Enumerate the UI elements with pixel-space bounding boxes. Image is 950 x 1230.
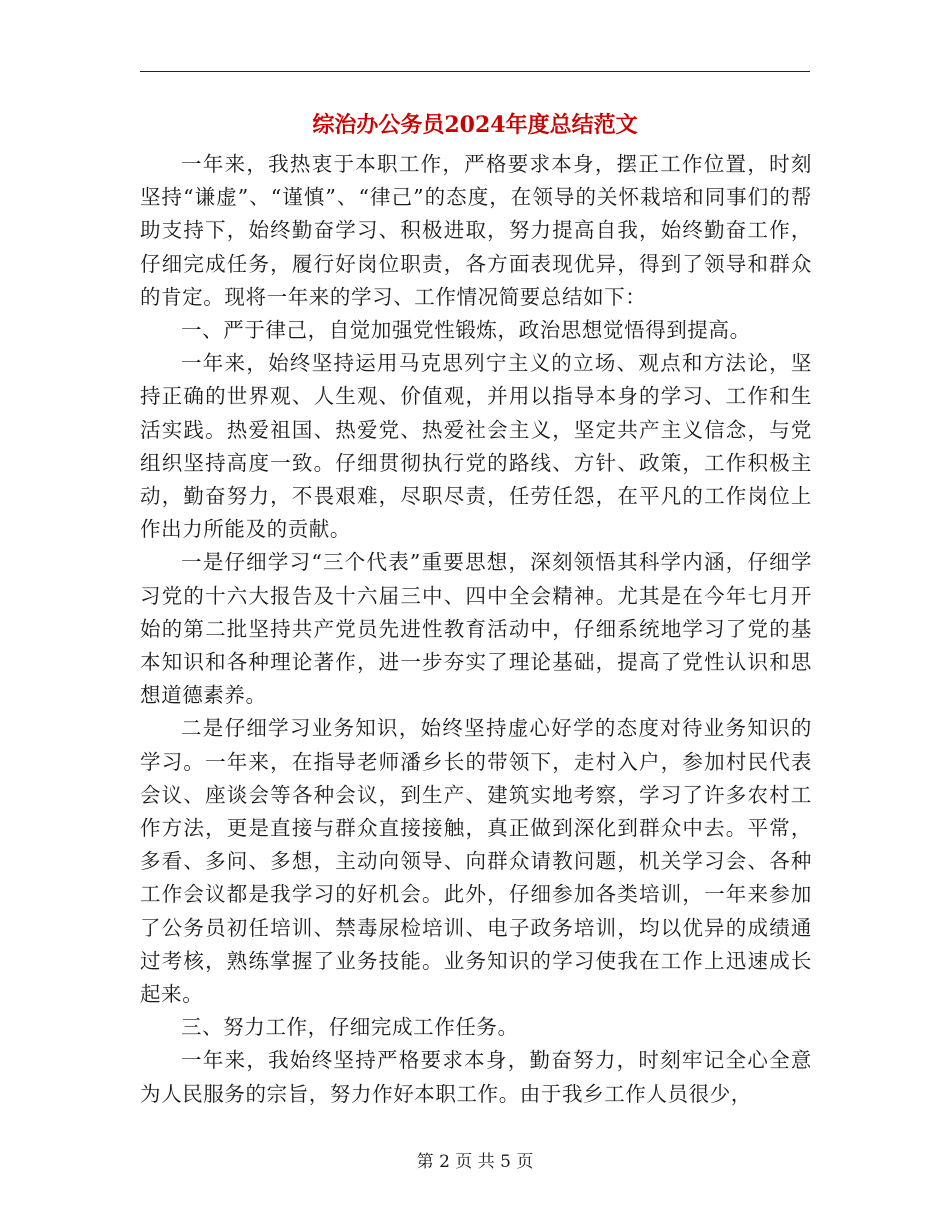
paragraph-point-1: 一是仔细学习“三个代表”重要思想，深刻领悟其科学内涵，仔细学习党的十六大报告及十六届三中、四中全会精神。尤其是在今年七月开始的第二批坚持共产党员先进性教育活动中，仔细系统地学习了党的基本知识和各种理论著作，进一步夯实了理论基础，提高了党性认识和思想道德素养。: [140, 550, 812, 708]
document-title: 综治办公务员2024年度总结范文: [312, 112, 638, 138]
paragraph-point-2: 二是仔细学习业务知识，始终坚持虚心好学的态度对待业务知识的学习。一年来，在指导老师潘乡长的带领下，走村入户，参加村民代表会议、座谈会等各种会议，到生产、建筑实地考察，学习了许多农村工作方法，更是直接与群众直接接触，真正做到深化到群众中去。平常，多看、多问、多想，主动向领导、向群众请教问题，机关学习会、各种工作会议都是我学习的好机会。此外，仔细参加各类培训，一年来参加了公务员初任培训、禁毒尿检培训、电子政务培训，均以优异的成绩通过考核，熟练掌握了业务技能。业务知识的学习使我在工作上迅速成长起来。: [140, 716, 812, 1007]
page-number-footer: 第 2 页 共 5 页: [416, 1152, 534, 1172]
paragraph-section-1-body: 一年来，始终坚持运用马克思列宁主义的立场、观点和方法论，坚持正确的世界观、人生观、价值观，并用以指导本身的学习、工作和生活实践。热爱祖国、热爱党、热爱社会主义，坚定共产主义信念，与党组织坚持高度一致。仔细贯彻执行党的路线、方针、政策，工作积极主动，勤奋努力，不畏艰难，尽职尽责，任劳任怨，在平凡的工作岗位上作出力所能及的贡献。: [140, 351, 812, 542]
paragraph-section-3-heading: 三、努力工作，仔细完成工作任务。: [181, 1015, 519, 1040]
paragraph-section-1-heading: 一、严于律己，自觉加强党性锻炼，政治思想觉悟得到提高。: [181, 318, 751, 343]
paragraph-intro: 一年来，我热衷于本职工作，严格要求本身，摆正工作位置，时刻坚持“谦虚”、“谨慎”、“律己”的态度，在领导的关怀栽培和同事们的帮助支持下，始终勤奋学习、积极进取，努力提高自我，始终勤奋工作，仔细完成任务，履行好岗位职责，各方面表现优异，得到了领导和群众的肯定。现将一年来的学习、工作情况简要总结如下：: [140, 152, 812, 309]
document-body: [140, 148, 812, 1111]
paragraph-section-3-body: 一年来，我始终坚持严格要求本身，勤奋努力，时刻牢记全心全意为人民服务的宗旨，努力作好本职工作。由于我乡工作人员很少，: [140, 1048, 812, 1106]
header-rule: [140, 71, 810, 72]
